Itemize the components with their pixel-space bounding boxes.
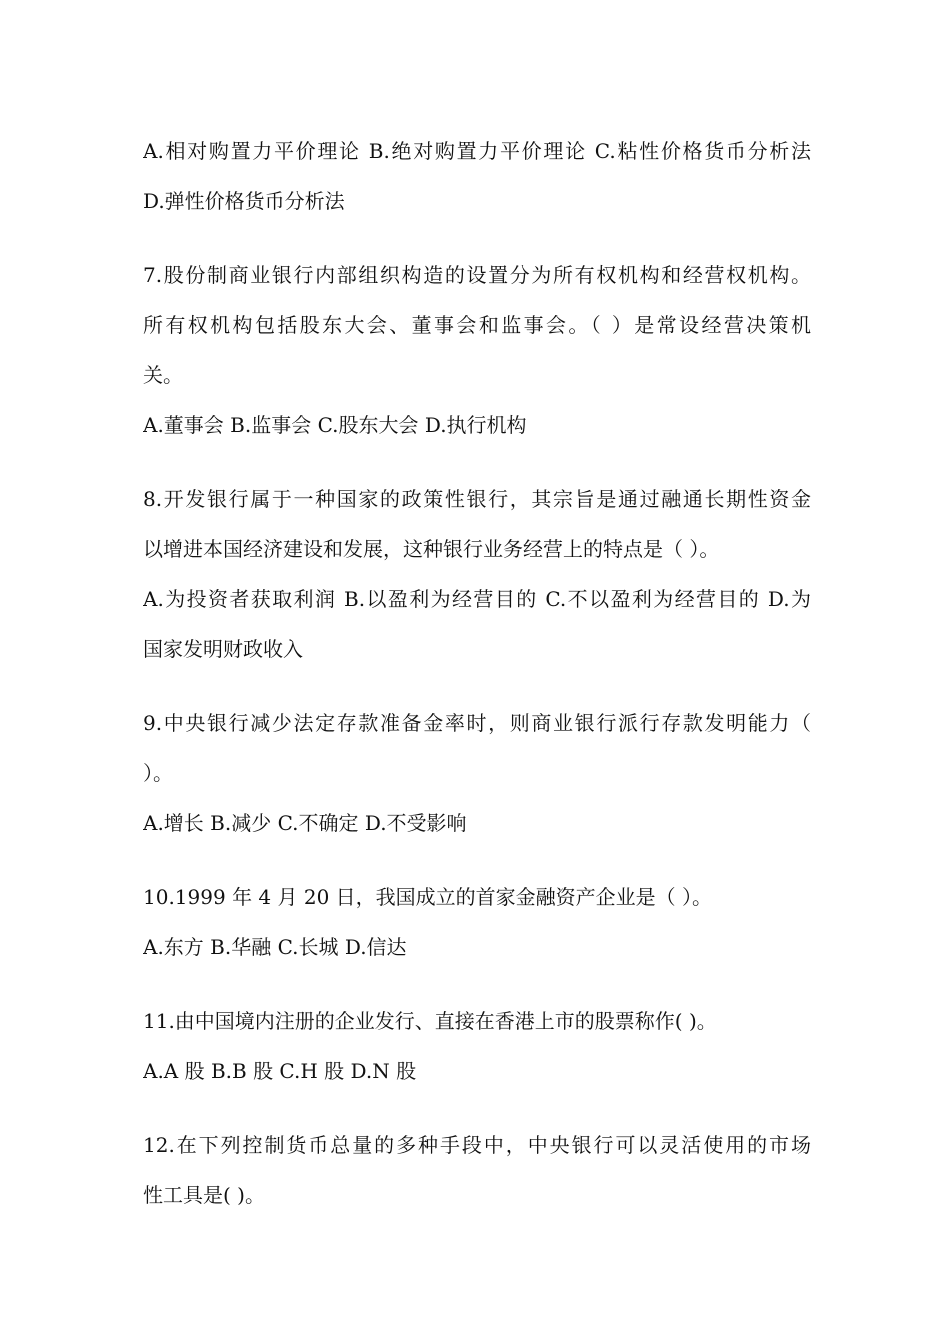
options-line: 国家发明财政收入 xyxy=(143,637,303,661)
question-block-10 xyxy=(143,872,811,972)
question-text-line: 9.中央银行减少法定存款准备金率时，则商业银行派行存款发明能力（ xyxy=(143,711,811,735)
paragraph-gap xyxy=(143,674,811,698)
question-text-line: 11.由中国境内注册的企业发行、直接在香港上市的股票称作( )。 xyxy=(143,1009,717,1033)
question-text-line: 12.在下列控制货币总量的多种手段中，中央银行可以灵活使用的市场 xyxy=(143,1133,811,1157)
question-text-line: 10.1999 年 4 月 20 日，我国成立的首家金融资产企业是（ ）。 xyxy=(143,885,713,909)
paragraph-gap xyxy=(143,848,811,872)
paragraph-gap xyxy=(143,1096,811,1120)
question-block-7 xyxy=(143,250,811,450)
text-line: A.相对购置力平价理论 B.绝对购置力平价理论 C.粘性价格货币分析法 xyxy=(143,139,811,163)
document-page xyxy=(143,126,811,1220)
options-line: A.增长 B.减少 C.不确定 D.不受影响 xyxy=(143,811,467,835)
paragraph-gap xyxy=(143,226,811,250)
options-line: A.A 股 B.B 股 C.H 股 D.N 股 xyxy=(143,1059,417,1083)
question-text-line: 性工具是( )。 xyxy=(143,1183,265,1207)
options-line: A.东方 B.华融 C.长城 D.信达 xyxy=(143,935,407,959)
question-text-line: 以增进本国经济建设和发展，这种银行业务经营上的特点是（ ）。 xyxy=(143,537,720,561)
question-text-line: 8.开发银行属于一种国家的政策性银行，其宗旨是通过融通长期性资金 xyxy=(143,487,811,511)
paragraph-gap xyxy=(143,450,811,474)
question-block-9 xyxy=(143,698,811,848)
question-text-line: 所有权机构包括股东大会、董事会和监事会。（ ）是常设经营决策机 xyxy=(143,313,811,337)
question-block-8 xyxy=(143,474,811,674)
question-text-line: 关。 xyxy=(143,363,183,387)
question-block-12 xyxy=(143,1120,811,1220)
text-line: D.弹性价格货币分析法 xyxy=(143,189,345,213)
options-line: A.为投资者获取利润 B.以盈利为经营目的 C.不以盈利为经营目的 D.为 xyxy=(143,587,811,611)
options-line: A.董事会 B.监事会 C.股东大会 D.执行机构 xyxy=(143,413,527,437)
question-text-line: ）。 xyxy=(143,761,173,785)
question-block-11 xyxy=(143,996,811,1096)
question-text-line: 7.股份制商业银行内部组织构造的设置分为所有权机构和经营权机构。 xyxy=(143,263,811,287)
question-block-6-options xyxy=(143,126,811,226)
paragraph-gap xyxy=(143,972,811,996)
